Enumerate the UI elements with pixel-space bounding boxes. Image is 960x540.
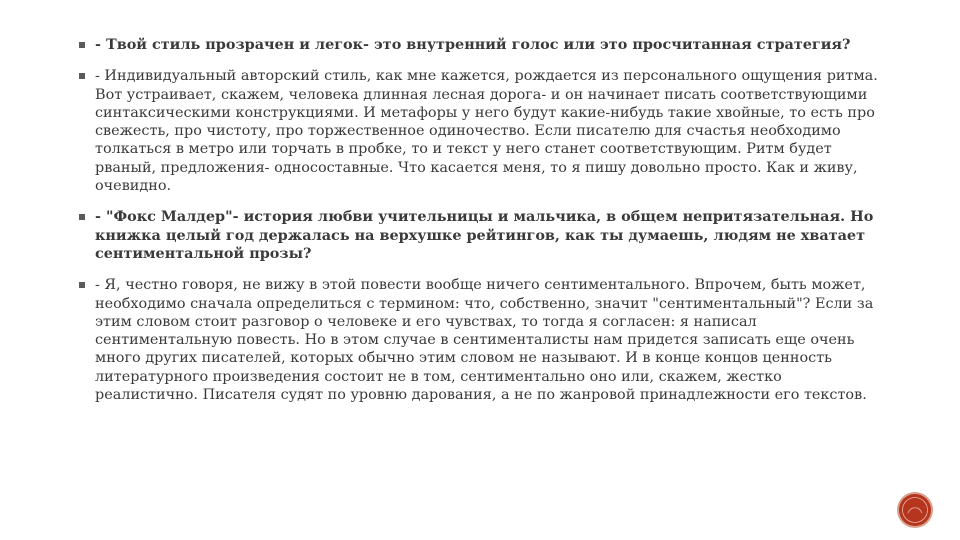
bullet-list bbox=[78, 36, 878, 417]
answer-text-2: - Я, честно говоря, не вижу в этой повести вообще ничего сентиментального. Впрочем, быть может, необходимо сначала определиться с термином: что, собственно, значит "сентиментальный"? Если за этим словом стоит разговор о человеке и его чувствах, то тогда я согласен: я написал сентиментальную повесть. Но в этом случае в сентименталисты нам придется записать еще очень много других писателей, которых обычно этим словом не называют. И в конце концов ценность литературного произведения состоит не в том, сентиментально оно или, скажем, жестко реалистично. Писателя судят по уровню дарования, а не по жанровой принадлежности его текстов. bbox=[95, 277, 874, 404]
emblem-disc bbox=[899, 494, 931, 526]
square-bullet-icon bbox=[79, 42, 85, 48]
square-bullet-icon bbox=[79, 214, 85, 220]
question-item-1 bbox=[78, 36, 878, 54]
answer-item-1 bbox=[78, 67, 878, 195]
answer-text-1: - Индивидуальный авторский стиль, как мне кажется, рождается из персонального ощущения ритма. Вот устраивает, скажем, человека длинная лесная дорога- и он начинает писать соответствующими синтаксическими конструкциями. И метафоры у него будут какие-нибудь такие хвойные, то есть про свежесть, про чистоту, про торжественное одиночество. Если писателю для счастья необходимо толкаться в метро или торчать в пробке, то и текст у него станет соответствующим. Ритм будет рваный, предложения- односоставные. Что касается меня, то я пишу довольно просто. Как и живу, очевидно. bbox=[95, 68, 878, 195]
square-bullet-icon bbox=[79, 73, 85, 79]
question-item-2 bbox=[78, 208, 878, 263]
answer-item-2 bbox=[78, 276, 878, 404]
question-text-1: - Твой стиль прозрачен и легок- это внутренний голос или это просчитанная стратегия? bbox=[95, 36, 851, 53]
square-bullet-icon bbox=[79, 282, 85, 288]
round-emblem-icon bbox=[896, 491, 934, 529]
question-text-2: - "Фокс Малдер"- история любви учительницы и мальчика, в общем непритязательная. Но книжка целый год держалась на верхушке рейтингов, как ты думаешь, людям не хватает сентиментальной прозы? bbox=[95, 208, 874, 262]
